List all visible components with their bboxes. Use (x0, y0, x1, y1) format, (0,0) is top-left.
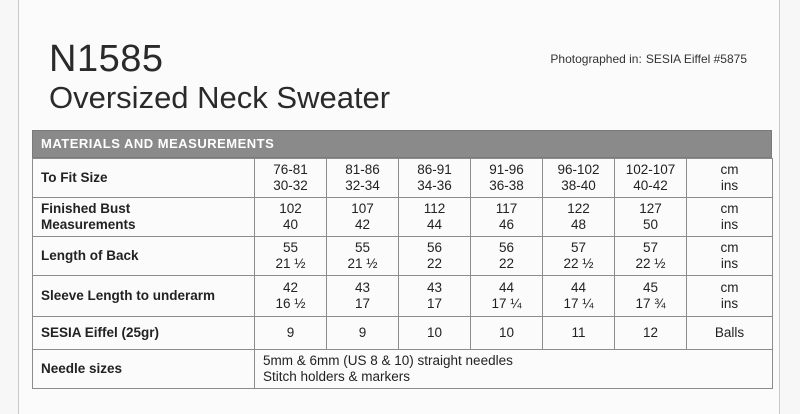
size-cell: 9 (255, 317, 327, 350)
size-cell: 56 22 (399, 237, 471, 276)
size-cell: 55 21 ½ (255, 237, 327, 276)
photographed-value: SESIA Eiffel #5875 (645, 52, 747, 66)
size-cell: 96-102 38-40 (543, 159, 615, 198)
size-cell: 10 (471, 317, 543, 350)
row-label: Length of Back (33, 237, 255, 276)
section-header: MATERIALS AND MEASUREMENTS (32, 130, 772, 158)
row-label: Needle sizes (33, 350, 255, 389)
table-row-needles (33, 350, 773, 389)
needles-cell: 5mm & 6mm (US 8 & 10) straight needles Stitch holders & markers (255, 350, 773, 389)
photographed-label: Photographed in: (550, 52, 642, 66)
unit-cell: cm ins (687, 237, 773, 276)
size-cell: 9 (327, 317, 399, 350)
size-cell: 76-81 30-32 (255, 159, 327, 198)
size-cell: 44 17 ¼ (543, 276, 615, 317)
table-row-yarn (33, 317, 773, 350)
size-cell: 127 50 (615, 198, 687, 237)
size-cell: 45 17 ¾ (615, 276, 687, 317)
size-cell: 11 (543, 317, 615, 350)
size-cell: 42 16 ½ (255, 276, 327, 317)
size-cell: 107 42 (327, 198, 399, 237)
size-cell: 10 (399, 317, 471, 350)
size-cell: 102 40 (255, 198, 327, 237)
unit-cell: Balls (687, 317, 773, 350)
size-cell: 112 44 (399, 198, 471, 237)
measurements-grid (32, 158, 773, 389)
row-label: Finished Bust Measurements (33, 198, 255, 237)
size-cell: 12 (615, 317, 687, 350)
unit-cell: cm ins (687, 276, 773, 317)
size-cell: 91-96 36-38 (471, 159, 543, 198)
row-label: To Fit Size (33, 159, 255, 198)
materials-table (32, 130, 772, 389)
size-cell: 117 46 (471, 198, 543, 237)
size-cell: 44 17 ¼ (471, 276, 543, 317)
size-cell: 43 17 (399, 276, 471, 317)
size-cell: 43 17 (327, 276, 399, 317)
size-cell: 122 48 (543, 198, 615, 237)
pattern-title: Oversized Neck Sweater (49, 80, 391, 115)
size-cell: 55 21 ½ (327, 237, 399, 276)
row-label: SESIA Eiffel (25gr) (33, 317, 255, 350)
size-cell: 81-86 32-34 (327, 159, 399, 198)
photographed-in (550, 52, 751, 66)
unit-cell: cm ins (687, 198, 773, 237)
size-cell: 57 22 ½ (615, 237, 687, 276)
table-row-bust (33, 198, 773, 237)
table-row-length (33, 237, 773, 276)
size-cell: 57 22 ½ (543, 237, 615, 276)
pattern-code: N1585 (49, 38, 164, 80)
table-row-fit-size (33, 159, 773, 198)
size-cell: 102-107 40-42 (615, 159, 687, 198)
size-cell: 86-91 34-36 (399, 159, 471, 198)
table-row-sleeve (33, 276, 773, 317)
unit-cell: cm ins (687, 159, 773, 198)
row-label: Sleeve Length to underarm (33, 276, 255, 317)
size-cell: 56 22 (471, 237, 543, 276)
